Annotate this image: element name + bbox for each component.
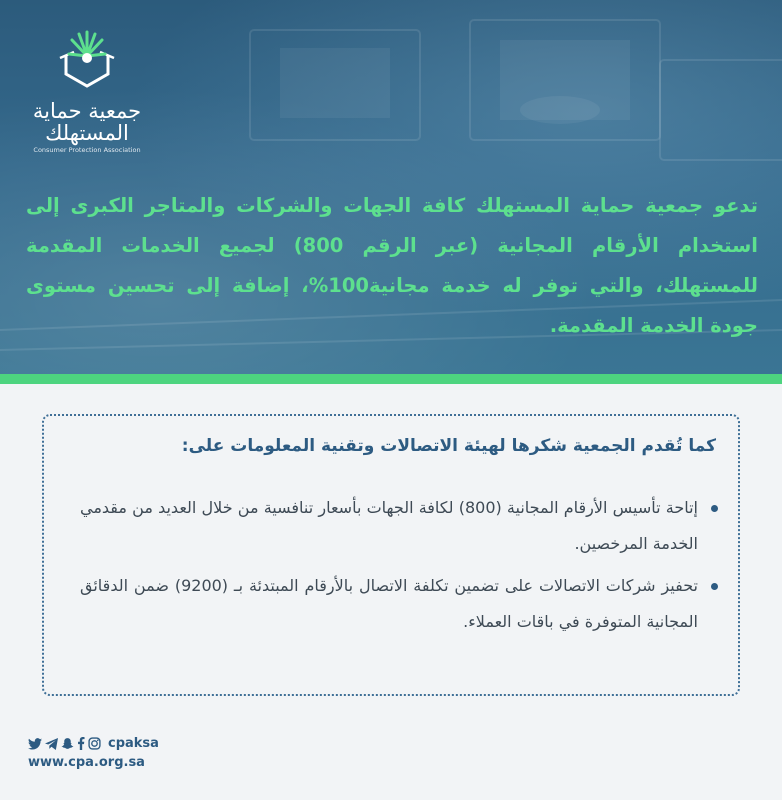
thanks-box [42,414,740,696]
accent-divider [0,374,782,384]
intro-paragraph: تدعو جمعية حماية المستهلك كافة الجهات والشركات والمتاجر الكبرى إلى استخدام الأرقام المجانية (عبر الرقم 800) لجميع الخدمات المقدمة للمستهلك، والتي توفر له خدمة مجانية100%، إضافة إلى تحسين مستوى جودة الخدمة المقدمة. [26,194,758,337]
snapchat-icon[interactable] [61,737,74,750]
telegram-icon[interactable] [45,738,58,750]
logo-arabic-name: جمعية حماية المستهلك [32,99,142,145]
facebook-icon[interactable] [77,737,85,750]
thanks-list [80,490,720,646]
list-item [80,490,720,562]
bullet-icon [711,583,718,590]
bullet-icon [711,505,718,512]
twitter-icon[interactable] [28,738,42,750]
website-link[interactable]: www.cpa.org.sa [28,755,145,770]
logo-english-name: Consumer Protection Association [33,146,141,154]
list-item [80,568,720,640]
list-item-text: تحفيز شركات الاتصالات على تضمين تكلفة الاتصال بالأرقام المبتدئة بـ (9200) ضمن الدقائق المجانية المتوفرة في باقات العملاء. [80,576,699,631]
thanks-title: كما تُقدم الجمعية شكرها لهيئة الاتصالات وتقنية المعلومات على: [181,436,716,456]
list-item-text: إتاحة تأسيس الأرقام المجانية (800) لكافة الجهات بأسعار تنافسية من خلال العديد من مقدمي الخدمة المرخصين. [80,498,698,553]
association-logo [28,22,146,152]
footer [28,736,159,770]
logo-emblem-icon [52,22,122,92]
instagram-icon[interactable] [88,737,101,750]
hero-banner [0,0,782,374]
social-links [28,736,159,751]
social-handle[interactable]: cpaksa [108,736,159,751]
